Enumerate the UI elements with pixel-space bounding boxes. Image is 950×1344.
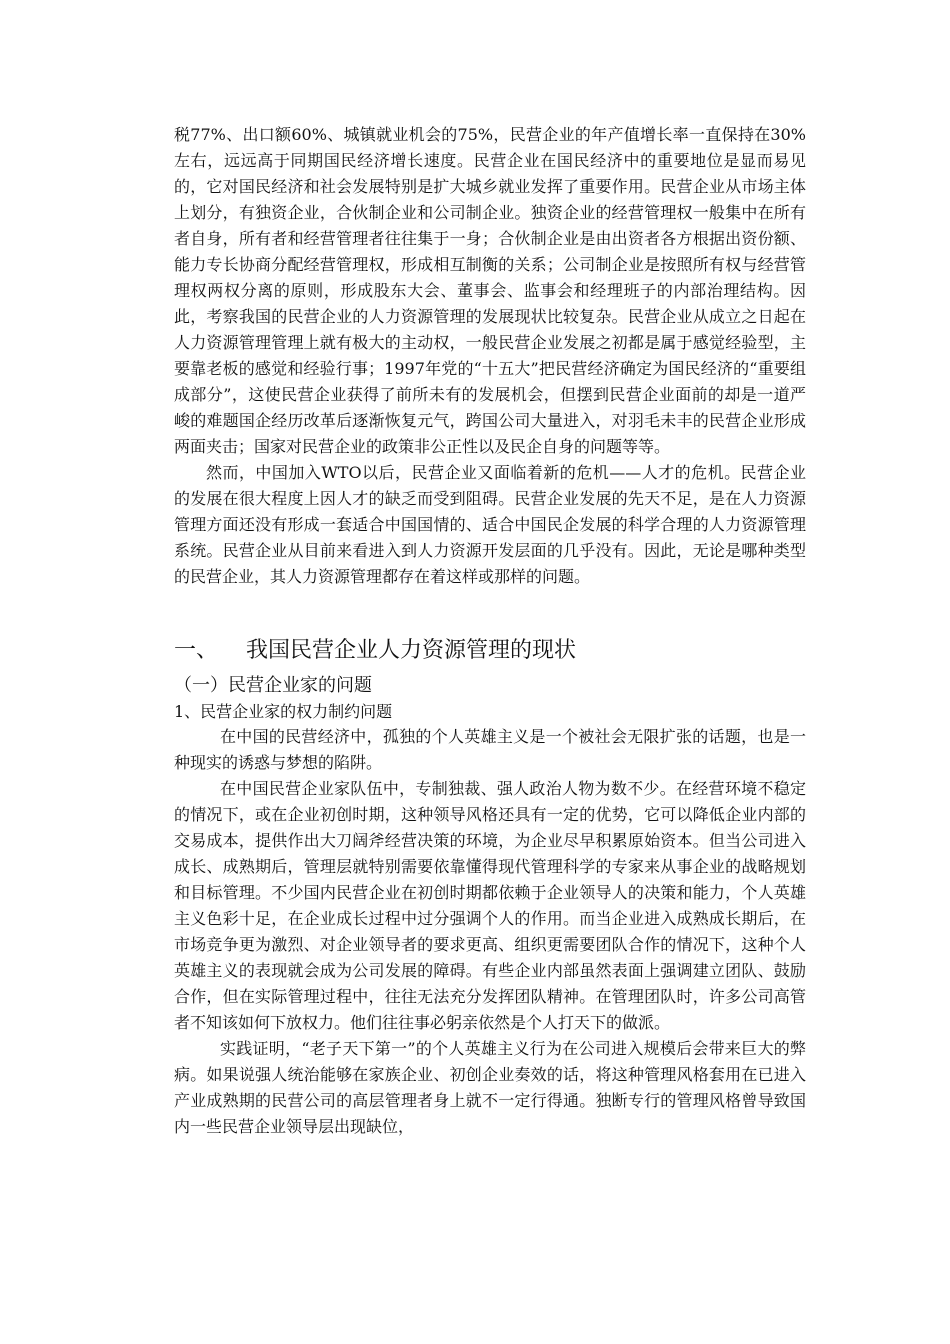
section-heading-number: 一、 bbox=[174, 638, 219, 663]
body-paragraph: 实践证明，“老子天下第一”的个人英雄主义行为在公司进入规模后会带来巨大的弊病。如果说强人统治能够在家族企业、初创企业奏效的话，将这种管理风格套用在已进入产业成熟期的民营公司的高层管理者身上就不一定行得通。独断专行的管理风格曾导致国内一些民营企业领导层出现缺位， bbox=[174, 1039, 806, 1136]
subsubsection-heading: 1、民营企业家的权力制约问题 bbox=[174, 702, 393, 721]
body-paragraph: 税77%、出口额60%、城镇就业机会的75%，民营企业的年产值增长率一直保持在30%左右，远远高于同期国民经济增长速度。民营企业在国民经济中的重要地位是显而易见的，它对国民经济和社会发展特别是扩大城乡就业发挥了重要作用。民营企业从市场主体上划分，有独资企业，合伙制企业和公司制企业。独资企业的经营管理权一般集中在所有者自身，所有者和经营管理者往往集于一身；合伙制企业是由出资者各方根据出资份额、能力专长协商分配经营管理权，形成相互制衡的关系；公司制企业是按照所有权与经营管理权两权分离的原则，形成股东大会、董事会、监事会和经理班子的内部治理结构。因此，考察我国的民营企业的人力资源管理的发展现状比较复杂。民营企业从成立之日起在人力资源管理管理上就有极大的主动权，一般民营企业发展之初都是属于感觉经验型，主要靠老板的感觉和经验行事；1997年党的“十五大”把民营经济确定为国民经济的“重要组成部分”，这使民营企业获得了前所未有的发展机会，但摆到民营企业面前的却是一道严峻的难题国企经历改革后逐渐恢复元气，跨国公司大量进入，对羽毛未丰的民营企业形成两面夹击；国家对民营企业的政策非公正性以及民企自身的问题等等。 bbox=[174, 125, 806, 456]
subsection-heading: （一）民营企业家的问题 bbox=[174, 675, 372, 696]
document-page bbox=[174, 122, 806, 1140]
section-heading-1 bbox=[174, 634, 806, 668]
body-paragraph: 在中国民营企业家队伍中，专制独裁、强人政治人物为数不少。在经营环境不稳定的情况下，或在企业初创时期，这种领导风格还具有一定的优势，它可以降低企业内部的交易成本，提供作出大刀阔斧经营决策的环境，为企业尽早积累原始资本。但当公司进入成长、成熟期后，管理层就特别需要依靠懂得现代管理科学的专家来从事企业的战略规划和目标管理。不少国内民营企业在初创时期都依赖于企业领导人的决策和能力，个人英雄主义色彩十足，在企业成长过程中过分强调个人的作用。而当企业进入成熟成长期后，在市场竞争更为激烈、对企业领导者的要求更高、组织更需要团队合作的情况下，这种个人英雄主义的表现就会成为公司发展的障碍。有些企业内部虽然表面上强调建立团队、鼓励合作，但在实际管理过程中，往往无法充分发挥团队精神。在管理团队时，许多公司高管者不知该如何下放权力。他们往往事必躬亲依然是个人打天下的做派。 bbox=[174, 779, 806, 1032]
section-spacer bbox=[174, 590, 806, 620]
body-paragraph: 然而，中国加入WTO以后，民营企业又面临着新的危机——人才的危机。民营企业的发展在很大程度上因人才的缺乏而受到阻碍。民营企业发展的先天不足，是在人力资源管理方面还没有形成一套适合中国国情的、适合中国民企发展的科学合理的人力资源管理系统。民营企业从目前来看进入到人力资源开发层面的几乎没有。因此，无论是哪种类型的民营企业，其人力资源管理都存在着这样或那样的问题。 bbox=[174, 463, 806, 586]
section-heading-text: 我国民营企业人力资源管理的现状 bbox=[246, 638, 577, 663]
body-paragraph: 在中国的民营经济中，孤独的个人英雄主义是一个被社会无限扩张的话题，也是一种现实的诱惑与梦想的陷阱。 bbox=[174, 727, 806, 772]
